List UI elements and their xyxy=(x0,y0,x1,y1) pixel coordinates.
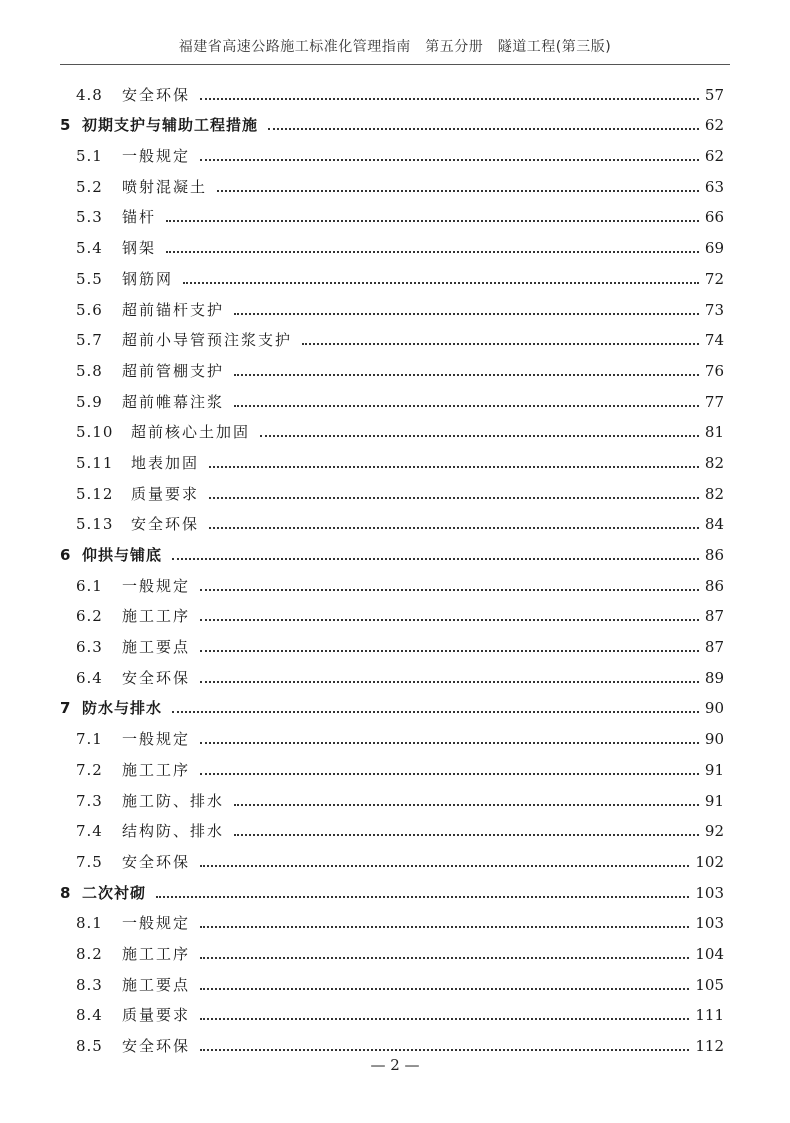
toc-entry-number: 7.2 xyxy=(76,760,103,779)
dot-leader xyxy=(200,649,699,652)
toc-section-entry[interactable] xyxy=(60,1025,724,1056)
dot-leader xyxy=(200,1048,689,1051)
dot-leader xyxy=(200,925,689,928)
toc-entry-number: 5.7 xyxy=(76,331,103,350)
toc-entry-number: 5.9 xyxy=(76,392,103,411)
toc-entry-title: 超前管棚支护 xyxy=(122,361,225,380)
toc-entry-page: 62 xyxy=(704,147,724,166)
dot-leader xyxy=(234,833,699,836)
toc-section-entry[interactable] xyxy=(60,412,724,443)
toc-entry-title: 一般规定 xyxy=(122,147,191,166)
toc-section-entry[interactable] xyxy=(60,135,724,166)
toc-entry-number: 5.2 xyxy=(76,177,103,196)
dot-leader xyxy=(260,434,699,437)
toc-entry-number: 5.12 xyxy=(76,484,114,503)
toc-entry-title: 二次衬砌 xyxy=(82,883,147,902)
toc-entry-title: 一般规定 xyxy=(122,730,191,749)
toc-section-entry[interactable] xyxy=(60,442,724,473)
dot-leader xyxy=(200,588,699,591)
toc-entry-page: 82 xyxy=(704,484,724,503)
toc-entry-number: 8.3 xyxy=(76,975,103,994)
toc-entry-page: 73 xyxy=(704,300,724,319)
toc-entry-title: 安全环保 xyxy=(131,515,200,534)
page-number: — 2 — xyxy=(370,1056,420,1074)
dot-leader xyxy=(234,803,699,806)
toc-entry-number: 8.5 xyxy=(76,1037,103,1055)
toc-entry-title: 安全环保 xyxy=(122,85,191,104)
toc-entry-page: 66 xyxy=(704,208,724,227)
toc-entry-number: 8 xyxy=(60,883,71,902)
toc-entry-number: 7.1 xyxy=(76,730,103,749)
toc-entry-page: 102 xyxy=(695,852,724,871)
toc-entry-page: 87 xyxy=(704,607,724,626)
header-title: 福建省高速公路施工标准化管理指南 第五分册 隧道工程(第三版) xyxy=(178,39,612,55)
toc-section-entry[interactable] xyxy=(60,197,724,228)
toc-entry-page: 89 xyxy=(704,668,724,687)
toc-entry-number: 6.3 xyxy=(76,638,103,657)
dot-leader xyxy=(200,158,699,161)
toc-entry-number: 5.1 xyxy=(76,147,103,166)
dot-leader xyxy=(200,772,699,775)
toc-section-entry[interactable] xyxy=(60,903,724,934)
toc-entry-number: 5.3 xyxy=(76,208,103,227)
toc-entry-title: 钢筋网 xyxy=(122,269,174,288)
dot-leader xyxy=(209,526,699,529)
toc-entry-page: 63 xyxy=(704,177,724,196)
dot-leader xyxy=(200,987,689,990)
toc-entry-title: 施工工序 xyxy=(122,760,191,779)
toc-entry-page: 84 xyxy=(704,515,724,534)
toc-entry-page: 72 xyxy=(704,269,724,288)
toc-section-entry[interactable] xyxy=(60,565,724,596)
toc-section-entry[interactable] xyxy=(60,995,724,1026)
dot-leader xyxy=(200,97,699,100)
toc-entry-title: 施工工序 xyxy=(122,944,191,963)
toc-entry-title: 安全环保 xyxy=(122,1037,191,1055)
dot-leader xyxy=(200,1017,689,1020)
toc-entry-title: 防水与排水 xyxy=(82,699,163,718)
toc-entry-number: 5.5 xyxy=(76,269,103,288)
toc-entry-number: 5.13 xyxy=(76,515,114,534)
toc-section-entry[interactable] xyxy=(60,289,724,320)
toc-entry-number: 6.1 xyxy=(76,576,103,595)
toc-entry-number: 6.4 xyxy=(76,668,103,687)
toc-section-entry[interactable] xyxy=(60,657,724,688)
toc-entry-page: 57 xyxy=(704,85,724,104)
toc-section-entry[interactable] xyxy=(60,504,724,535)
toc-entry-title: 喷射混凝土 xyxy=(122,177,208,196)
toc-chapter-entry[interactable] xyxy=(60,534,724,565)
toc-entry-number: 8.1 xyxy=(76,914,103,933)
toc-entry-number: 5.4 xyxy=(76,239,103,258)
toc-section-entry[interactable] xyxy=(60,350,724,381)
toc-section-entry[interactable] xyxy=(60,74,724,105)
toc-section-entry[interactable] xyxy=(60,718,724,749)
dot-leader xyxy=(172,710,699,713)
toc-entry-title: 锚杆 xyxy=(122,208,157,227)
toc-entry-title: 质量要求 xyxy=(131,484,200,503)
toc-entry-number: 6 xyxy=(60,546,71,564)
dot-leader xyxy=(268,127,699,130)
dot-leader xyxy=(200,618,699,621)
dot-leader xyxy=(234,404,699,407)
toc-entry-title: 质量要求 xyxy=(122,1006,191,1025)
toc-section-entry[interactable] xyxy=(60,166,724,197)
toc-entry-number: 7 xyxy=(60,699,71,718)
toc-entry-title: 超前小导管预注浆支护 xyxy=(122,331,293,350)
toc-section-entry[interactable] xyxy=(60,933,724,964)
toc-entry-number: 7.5 xyxy=(76,852,103,871)
toc-entry-page: 82 xyxy=(704,453,724,472)
toc-entry-number: 6.2 xyxy=(76,607,103,626)
toc-section-entry[interactable] xyxy=(60,749,724,780)
toc-entry-page: 91 xyxy=(704,760,724,779)
toc-chapter-entry[interactable] xyxy=(60,688,724,719)
toc-entry-page: 91 xyxy=(704,791,724,810)
dot-leader xyxy=(302,342,699,345)
toc-section-entry[interactable] xyxy=(60,841,724,872)
toc-entry-number: 5 xyxy=(60,116,71,135)
toc-entry-number: 5.6 xyxy=(76,300,103,319)
toc-entry-page: 76 xyxy=(704,361,724,380)
toc-chapter-entry[interactable] xyxy=(60,105,724,136)
dot-leader xyxy=(209,465,699,468)
toc-section-entry[interactable] xyxy=(60,780,724,811)
toc-entry-title: 安全环保 xyxy=(122,668,191,687)
toc-entry-page: 112 xyxy=(695,1037,724,1055)
toc-entry-page: 87 xyxy=(704,638,724,657)
toc-entry-page: 111 xyxy=(695,1006,724,1025)
toc-entry-page: 62 xyxy=(704,116,724,135)
running-header xyxy=(60,36,730,65)
toc-entry-page: 90 xyxy=(704,699,724,718)
toc-section-entry[interactable] xyxy=(60,320,724,351)
toc-entry-number: 5.10 xyxy=(76,423,114,442)
dot-leader xyxy=(200,956,689,959)
toc-entry-title: 钢架 xyxy=(122,239,157,258)
toc-entry-page: 69 xyxy=(704,239,724,258)
toc-section-entry[interactable] xyxy=(60,811,724,842)
toc-entry-title: 施工要点 xyxy=(122,638,191,657)
toc-entry-number: 7.4 xyxy=(76,822,103,841)
toc-section-entry[interactable] xyxy=(60,596,724,627)
dot-leader xyxy=(183,281,699,284)
toc-entry-title: 仰拱与铺底 xyxy=(82,546,163,564)
toc-entry-number: 5.11 xyxy=(76,453,114,472)
dot-leader xyxy=(200,680,699,683)
toc-section-entry[interactable] xyxy=(60,258,724,289)
toc-entry-page: 77 xyxy=(704,392,724,411)
toc-section-entry[interactable] xyxy=(60,964,724,995)
toc-entry-page: 92 xyxy=(704,822,724,841)
toc-entry-title: 施工工序 xyxy=(122,607,191,626)
toc-entry-number: 8.4 xyxy=(76,1006,103,1025)
toc-entry-page: 103 xyxy=(695,914,724,933)
toc-entry-page: 90 xyxy=(704,730,724,749)
toc-section-entry[interactable] xyxy=(60,473,724,504)
toc-entry-title: 一般规定 xyxy=(122,576,191,595)
dot-leader xyxy=(200,741,699,744)
toc-entry-title: 安全环保 xyxy=(122,852,191,871)
toc-entry-number: 4.8 xyxy=(76,85,103,104)
toc-entry-page: 81 xyxy=(704,423,724,442)
toc-entry-page: 103 xyxy=(695,883,724,902)
dot-leader xyxy=(234,312,699,315)
dot-leader xyxy=(217,189,699,192)
table-of-contents xyxy=(60,74,724,1056)
toc-entry-page: 86 xyxy=(704,546,724,564)
dot-leader xyxy=(200,864,689,867)
toc-entry-title: 施工要点 xyxy=(122,975,191,994)
dot-leader xyxy=(166,219,699,222)
toc-entry-title: 地表加固 xyxy=(131,453,200,472)
toc-entry-title: 结构防、排水 xyxy=(122,822,225,841)
toc-section-entry[interactable] xyxy=(60,227,724,258)
dot-leader xyxy=(172,557,699,560)
toc-entry-number: 5.8 xyxy=(76,361,103,380)
dot-leader xyxy=(156,895,689,898)
toc-entry-title: 超前核心土加固 xyxy=(131,423,251,442)
toc-entry-title: 超前帷幕注浆 xyxy=(122,392,225,411)
toc-entry-page: 104 xyxy=(695,944,724,963)
toc-section-entry[interactable] xyxy=(60,381,724,412)
toc-entry-number: 8.2 xyxy=(76,944,103,963)
toc-entry-number: 7.3 xyxy=(76,791,103,810)
page-footer xyxy=(0,1056,790,1074)
toc-entry-title: 施工防、排水 xyxy=(122,791,225,810)
dot-leader xyxy=(234,373,699,376)
toc-entry-page: 74 xyxy=(704,331,724,350)
dot-leader xyxy=(166,250,699,253)
toc-entry-page: 86 xyxy=(704,576,724,595)
toc-section-entry[interactable] xyxy=(60,626,724,657)
dot-leader xyxy=(209,496,699,499)
toc-entry-page: 105 xyxy=(695,975,724,994)
toc-entry-title: 初期支护与辅助工程措施 xyxy=(82,116,259,135)
toc-entry-title: 超前锚杆支护 xyxy=(122,300,225,319)
toc-entry-title: 一般规定 xyxy=(122,914,191,933)
toc-chapter-entry[interactable] xyxy=(60,872,724,903)
